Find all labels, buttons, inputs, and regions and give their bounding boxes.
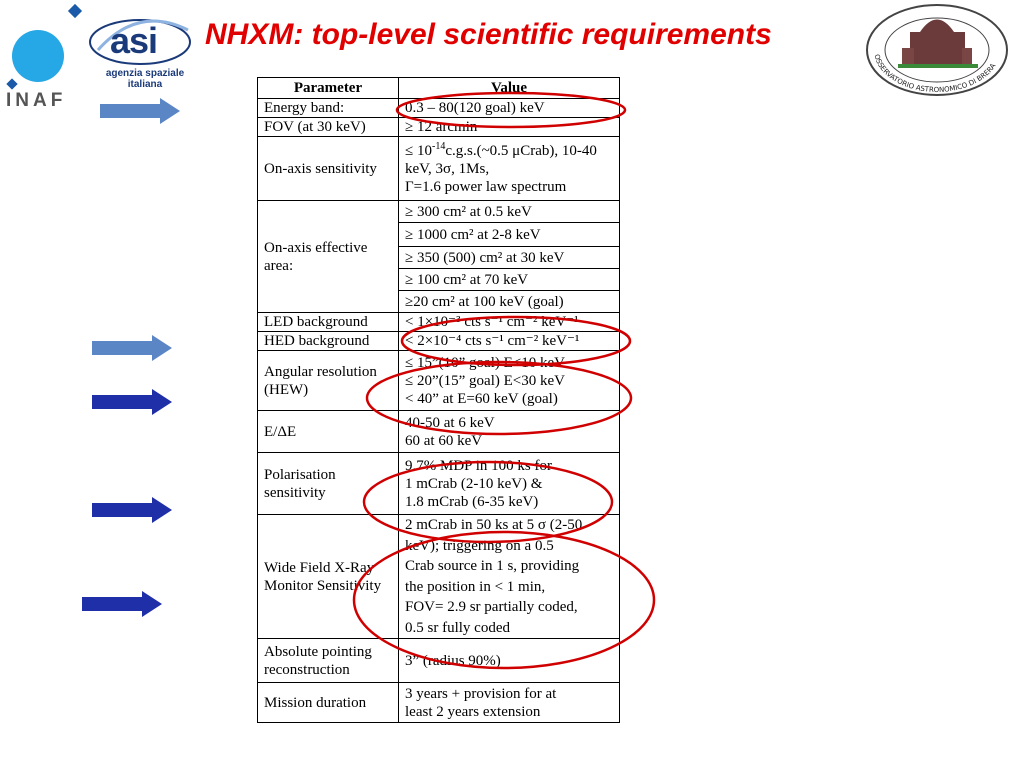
value-line: 3 years + provision for at bbox=[405, 685, 557, 702]
table-row bbox=[258, 683, 620, 723]
value-line: least 2 years extension bbox=[405, 703, 541, 720]
table-row bbox=[258, 313, 620, 332]
value-line: FOV= 2.9 sr partially coded, bbox=[405, 599, 578, 615]
table-row bbox=[258, 411, 620, 453]
param-cell: Energy band: bbox=[258, 99, 399, 118]
param-cell: Polarisation sensitivity bbox=[258, 453, 399, 515]
value-cell: < 2×10⁻⁴ cts s⁻¹ cm⁻² keV⁻¹ bbox=[399, 332, 620, 351]
param-cell: HED background bbox=[258, 332, 399, 351]
value-line: Crab source in 1 s, providing bbox=[405, 558, 580, 574]
arrow-right-icon bbox=[82, 590, 164, 618]
value-cell: 3” (radius 90%) bbox=[399, 639, 620, 683]
value-cell: ≥ 100 cm² at 70 keV bbox=[399, 269, 620, 291]
param-cell: FOV (at 30 keV) bbox=[258, 118, 399, 137]
param-cell: Absolute pointing reconstruction bbox=[258, 639, 399, 683]
value-cell bbox=[399, 351, 620, 411]
value-text: ≤ 10 bbox=[405, 142, 432, 159]
brera-ring-text: OSSERVATORIO ASTRONOMICO DI BRERA bbox=[872, 53, 998, 95]
param-cell: On-axis sensitivity bbox=[258, 137, 399, 201]
value-line: 1 mCrab (2-10 keV) & bbox=[405, 475, 543, 492]
table-row bbox=[258, 515, 620, 639]
param-cell: LED background bbox=[258, 313, 399, 332]
diamond-icon bbox=[68, 4, 82, 18]
value-line: the position in < 1 min, bbox=[405, 578, 546, 595]
value-cell: ≥ 1000 cm² at 2-8 keV bbox=[399, 223, 620, 247]
value-cell bbox=[399, 411, 620, 453]
inaf-logo bbox=[0, 0, 100, 115]
table-row bbox=[258, 99, 620, 118]
value-text: Γ=1.6 power law spectrum bbox=[405, 178, 567, 195]
brera-logo bbox=[862, 2, 1012, 102]
value-line: ≤ 15”(10” goal) E<10 keV bbox=[405, 354, 565, 371]
value-line: 40-50 at 6 keV bbox=[405, 414, 495, 431]
param-cell: E/ΔE bbox=[258, 411, 399, 453]
value-text: c.g.s.(~0.5 μCrab), 10-40 keV, 3σ, 1Ms, bbox=[405, 142, 597, 177]
table-header-row bbox=[258, 78, 620, 99]
asi-subtitle-line-2: italiana bbox=[127, 79, 163, 90]
asi-subtitle-line-1: agenzia spaziale bbox=[105, 68, 185, 79]
value-line: 9.7% MDP in 100 ks for bbox=[405, 457, 552, 474]
asi-subtitle bbox=[90, 68, 200, 90]
requirements-table bbox=[257, 77, 620, 723]
arrow-right-icon bbox=[100, 96, 182, 126]
inaf-wordmark: INAF bbox=[6, 90, 67, 111]
slide-title: NHXM: top-level scientific requirements bbox=[205, 18, 772, 51]
table-row bbox=[258, 351, 620, 411]
param-cell: Mission duration bbox=[258, 683, 399, 723]
value-cell: ≥ 300 cm² at 0.5 keV bbox=[399, 201, 620, 223]
column-header-parameter: Parameter bbox=[258, 78, 399, 99]
table-row bbox=[258, 201, 620, 223]
value-line: 1.8 mCrab (6-35 keV) bbox=[405, 493, 539, 510]
arrow-right-icon bbox=[92, 388, 174, 416]
value-cell bbox=[399, 515, 620, 639]
value-line: keV); triggering on a 0.5 bbox=[405, 537, 554, 554]
table-row bbox=[258, 118, 620, 137]
column-header-value: Value bbox=[399, 78, 620, 99]
value-cell: < 1×10⁻³ cts s⁻¹ cm⁻² keV⁻¹ bbox=[399, 313, 620, 332]
value-cell: ≥20 cm² at 100 keV (goal) bbox=[399, 291, 620, 313]
value-cell: 0.3 – 80(120 goal) keV bbox=[399, 99, 620, 118]
value-line: 60 at 60 keV bbox=[405, 432, 483, 449]
asi-mark: asi bbox=[110, 20, 158, 61]
param-cell: On-axis effective area: bbox=[258, 201, 399, 313]
value-line: ≤ 20”(15” goal) E<30 keV bbox=[405, 372, 565, 389]
circle-icon bbox=[12, 30, 64, 82]
value-cell: ≥ 350 (500) cm² at 30 keV bbox=[399, 247, 620, 269]
value-line: 0.5 sr fully coded bbox=[405, 619, 510, 636]
arrow-right-icon bbox=[92, 334, 174, 362]
param-cell: Wide Field X-Ray Monitor Sensitivity bbox=[258, 515, 399, 639]
value-line: < 40” at E=60 keV (goal) bbox=[405, 390, 558, 407]
value-cell bbox=[399, 453, 620, 515]
table-row bbox=[258, 332, 620, 351]
value-cell bbox=[399, 137, 620, 201]
table-row bbox=[258, 453, 620, 515]
diamond-icon bbox=[6, 78, 17, 89]
asi-logo bbox=[88, 10, 198, 100]
param-cell: Angular resolution (HEW) bbox=[258, 351, 399, 411]
table-row bbox=[258, 137, 620, 201]
value-cell bbox=[399, 683, 620, 723]
value-cell: ≥ 12 arcmin bbox=[399, 118, 620, 137]
arrow-right-icon bbox=[92, 496, 174, 524]
value-superscript: -14 bbox=[431, 140, 446, 152]
table-row bbox=[258, 639, 620, 683]
value-line: 2 mCrab in 50 ks at 5 σ (2-50 bbox=[405, 517, 583, 533]
